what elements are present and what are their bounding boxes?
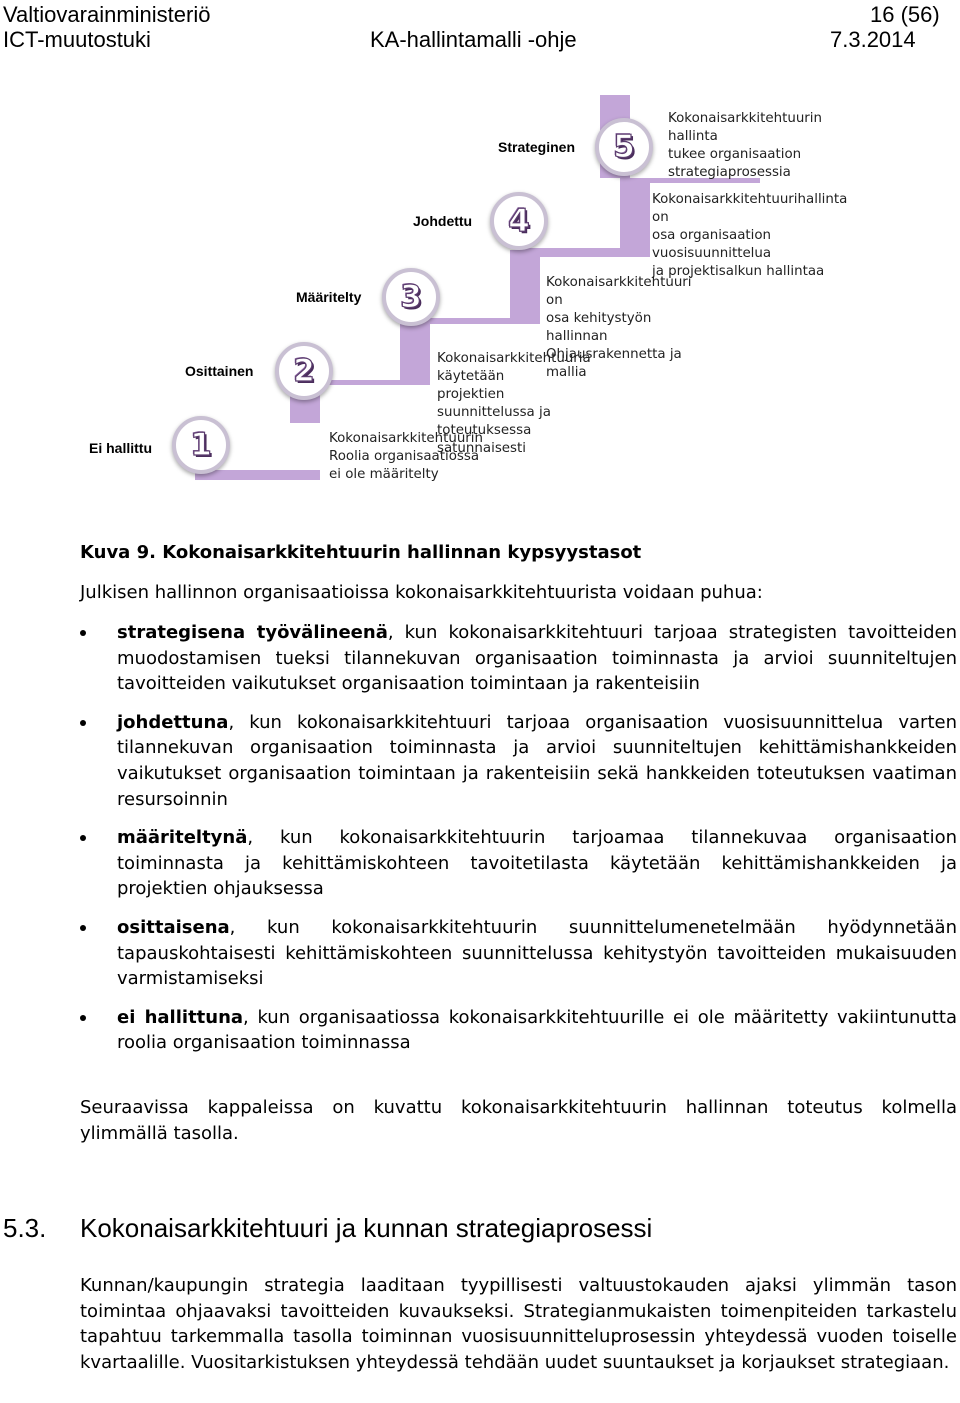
figure-caption: Kuva 9. Kokonaisarkkitehtuurin hallinnan kypsyystasot bbox=[80, 542, 642, 563]
section-body-paragraph: Kunnan/kaupungin strategia laaditaan tyypillisesti valtuustokauden ajaksi ylimmän tason toimintaa ohjaavaksi tavoitteiden kuvaukseksi. Strategianmukaisten toimenpiteiden tarkastelu tapahtuu tarkemmalla tasolla toiminnan vuosisuunnitteluprosessin yhteydessä vuoden toiselle kvartaalille. Vuositarkistuksen yhteydessä tehdään uudet suuntaukset ja korjaukset strategiaan. bbox=[80, 1275, 957, 1373]
header-doc-title: KA-hallintamalli -ohje bbox=[370, 27, 577, 52]
list-item bbox=[80, 825, 957, 902]
level-1-number-badge: 1 bbox=[172, 416, 230, 474]
level-4-number-badge: 4 bbox=[490, 192, 548, 250]
list-item bbox=[80, 620, 957, 697]
section-title: Kokonaisarkkitehtuuri ja kunnan strategiaprosessi bbox=[80, 1213, 653, 1243]
level-5-name: Strateginen bbox=[498, 139, 576, 155]
level-2-name: Osittainen bbox=[185, 363, 254, 379]
level-1-description: Kokonaisarkkitehtuurin Roolia organisaatiossa ei ole määritelty bbox=[329, 431, 484, 482]
list-item-term: johdettuna bbox=[117, 711, 229, 733]
list-item-term: osittaisena bbox=[117, 916, 230, 938]
list-item-term: ei hallittuna bbox=[117, 1006, 244, 1028]
list-item-term: strategisena työvälineenä bbox=[117, 622, 388, 643]
level-2-description: Kokonaisarkkitehtuuria käytetään projektien suunnittelussa ja toteutuksessa satunnaisesti bbox=[437, 351, 591, 456]
level-4-description: Kokonaisarkkitehtuurihallinta on osa organisaation vuosisuunnittelua ja projektisalkun hallintaa bbox=[652, 192, 848, 279]
level-3-description: Kokonaisarkkitehtuuri on osa kehitystyön hallinnan Ohjausrakennetta ja mallia bbox=[546, 275, 692, 380]
level-3-name: Määritelty bbox=[296, 289, 362, 305]
list-item-term: määriteltynä bbox=[117, 827, 248, 849]
level-1-name: Ei hallittu bbox=[89, 440, 152, 456]
header-page-number: 16 (56) bbox=[870, 2, 940, 27]
closing-paragraph: Seuraavissa kappaleissa on kuvattu kokonaisarkkitehtuurin hallinnan toteutus kolmella ylimmällä tasolla. bbox=[80, 1097, 957, 1144]
list-item-text: , kun kokonaisarkkitehtuurin suunnittelumenetelmään hyödynnetään tapauskohtaisesti kehittämiskohteen suunnittelussa kehitystyön tavoitteiden mukaisuuden varmistamiseksi bbox=[117, 916, 957, 990]
list-item-text: , kun kokonaisarkkitehtuurin tarjoamaa tilannekuvaa organisaation toiminnasta ja kehittämiskohteen tavoitetilasta käytetään kehittämishankkeiden ja projektien ohjauksessa bbox=[117, 827, 957, 900]
maturity-bullet-list bbox=[80, 620, 957, 1069]
level-3-number-badge: 3 bbox=[382, 268, 440, 326]
header-date: 7.3.2014 bbox=[830, 27, 916, 52]
intro-paragraph: Julkisen hallinnon organisaatioissa kokonaisarkkitehtuurista voidaan puhua: bbox=[80, 582, 763, 603]
list-item-text: , kun kokonaisarkkitehtuuri tarjoaa organisaation vuosisuunnittelua varten tilannekuvan organisaation toiminnasta ja arvioi suunniteltujen kehittämishankkeiden vaikutukset organisaation toimintaan ja rakenteisiin sekä hankkeiden toteutuksen vaatiman resursoinnin bbox=[117, 711, 957, 810]
list-item-text: , kun organisaatiossa kokonaisarkkitehtuurille ei ole määritetty vakiintunutta roolia organisaation toiminnassa bbox=[117, 1006, 957, 1054]
section-number: 5.3. bbox=[3, 1213, 47, 1243]
list-item-text: , kun kokonaisarkkitehtuuri tarjoaa strategisten tavoitteiden muodostamisen tueksi tilannekuvan organisaation toiminnasta ja arvioi suunniteltujen tavoitteiden vaikutukset organisaation toimintaan ja rakenteisiin bbox=[117, 622, 957, 695]
level-2-number-badge: 2 bbox=[275, 342, 333, 400]
header-unit: ICT-muutostuki bbox=[3, 27, 151, 52]
list-item bbox=[80, 710, 957, 812]
header-org: Valtiovarainministeriö bbox=[3, 2, 211, 27]
level-5-number-badge: 5 bbox=[595, 118, 653, 176]
level-4-name: Johdettu bbox=[413, 213, 473, 229]
list-item bbox=[80, 915, 957, 992]
level-5-description: Kokonaisarkkitehtuurin hallinta tukee organisaation strategiaprosessia bbox=[668, 111, 823, 180]
list-item bbox=[80, 1005, 957, 1056]
